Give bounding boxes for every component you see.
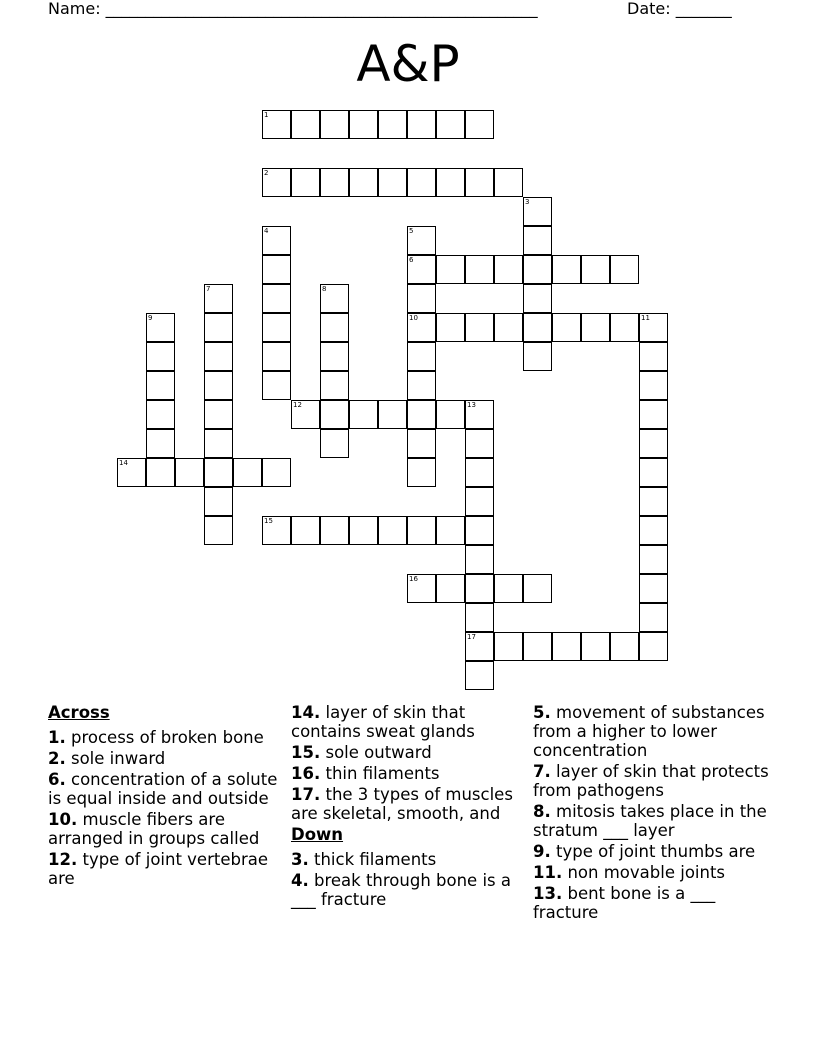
clue-number: 7 [206,285,211,293]
grid-cell[interactable] [204,371,233,400]
grid-cell[interactable] [407,516,436,545]
grid-cell[interactable] [349,516,378,545]
clue-text: sole inward [65,749,166,768]
grid-cell[interactable] [523,342,552,371]
clue-text: thick filaments [308,850,437,869]
grid-cell[interactable] [639,342,668,371]
clue-text: layer of skin that contains sweat glands [291,703,475,741]
grid-cell[interactable] [523,226,552,255]
clue-number: 2 [264,169,269,177]
grid-cell[interactable] [523,632,552,661]
grid-cell[interactable] [523,284,552,313]
clue-number-label: 10. [48,810,78,829]
grid-cell[interactable] [146,458,175,487]
grid-cell[interactable] [581,632,610,661]
clues-column-1 [48,703,288,890]
across-clue [291,743,531,762]
grid-cell[interactable] [639,603,668,632]
clue-number-label: 11. [533,863,563,882]
across-clue [48,770,288,808]
down-clue [533,703,773,760]
clue-number-label: 1. [48,728,66,747]
across-clue [291,703,531,741]
grid-cell[interactable] [320,313,349,342]
name-field[interactable]: Name: ______________________________________________________ [48,0,538,18]
grid-cell[interactable] [494,255,523,284]
grid-cell[interactable] [610,632,639,661]
clue-number-label: 16. [291,764,321,783]
clue-number-label: 9. [533,842,551,861]
across-clue [48,749,288,768]
clue-text: concentration of a solute is equal inside and outside [48,770,278,808]
page-title: A&P [356,35,460,93]
grid-cell[interactable] [465,516,494,545]
grid-cell[interactable] [523,255,552,284]
grid-cell[interactable] [639,371,668,400]
grid-cell[interactable] [146,400,175,429]
grid-cell[interactable] [436,313,465,342]
down-clue [533,762,773,800]
grid-cell[interactable] [204,516,233,545]
clue-number: 6 [409,256,414,264]
down-clue [533,842,773,861]
clue-number: 16 [409,575,418,583]
grid-cell[interactable] [233,458,262,487]
grid-cell[interactable] [552,255,581,284]
down-clue-list-continued [533,703,773,922]
clue-text: break through bone is a ___ fracture [291,871,511,909]
clue-number: 9 [148,314,153,322]
grid-cell[interactable] [639,545,668,574]
clue-text: the 3 types of muscles are skeletal, smooth, and [291,785,513,823]
clue-number-label: 7. [533,762,551,781]
clues-column-2 [291,703,531,911]
clue-number: 5 [409,227,414,235]
grid-cell[interactable] [552,632,581,661]
grid-cell[interactable] [465,603,494,632]
grid-cell[interactable] [465,574,494,603]
across-clue [48,810,288,848]
grid-cell[interactable] [639,574,668,603]
grid-cell[interactable] [465,487,494,516]
grid-cell[interactable] [291,110,320,139]
grid-cell[interactable] [262,313,291,342]
grid-cell[interactable] [523,313,552,342]
grid-cell[interactable] [465,255,494,284]
clue-number-label: 14. [291,703,321,722]
grid-cell[interactable] [407,458,436,487]
grid-cell[interactable] [436,255,465,284]
clue-number-label: 13. [533,884,563,903]
clue-number: 17 [467,633,476,641]
grid-cell[interactable] [465,458,494,487]
grid-cell[interactable] [581,255,610,284]
down-clue-list [291,850,531,909]
grid-cell[interactable] [465,661,494,690]
grid-cell[interactable] [262,371,291,400]
grid-cell[interactable] [639,487,668,516]
grid-cell[interactable] [436,400,465,429]
clues-column-3 [533,703,773,924]
down-heading: Down [291,825,344,844]
across-clue [48,850,288,888]
grid-cell[interactable] [407,429,436,458]
grid-cell[interactable] [204,400,233,429]
grid-cell[interactable] [436,110,465,139]
grid-cell[interactable] [494,632,523,661]
grid-cell[interactable] [349,110,378,139]
grid-cell[interactable] [204,342,233,371]
clue-number: 11 [641,314,650,322]
down-clue [533,863,773,882]
grid-cell[interactable] [639,458,668,487]
clue-number-label: 12. [48,850,78,869]
grid-cell[interactable] [204,458,233,487]
clue-text: bent bone is a ___ fracture [533,884,716,922]
grid-cell[interactable] [146,429,175,458]
grid-cell[interactable] [436,168,465,197]
grid-cell[interactable] [610,255,639,284]
across-heading: Across [48,703,110,722]
clue-number-label: 15. [291,743,321,762]
clue-text: movement of substances from a higher to lower concentration [533,703,765,760]
clue-text: muscle fibers are arranged in groups called [48,810,260,848]
grid-cell[interactable] [291,168,320,197]
clue-number: 3 [525,198,530,206]
grid-cell[interactable] [378,400,407,429]
grid-cell[interactable] [204,313,233,342]
grid-cell[interactable] [146,371,175,400]
clue-number-label: 5. [533,703,551,722]
grid-cell[interactable] [465,168,494,197]
across-clue [291,785,531,823]
clue-text: sole outward [320,743,432,762]
clue-number: 12 [293,401,302,409]
grid-cell[interactable] [581,313,610,342]
grid-cell[interactable] [320,342,349,371]
clue-text: layer of skin that protects from pathogens [533,762,769,800]
grid-cell[interactable] [465,429,494,458]
clue-number: 8 [322,285,327,293]
grid-cell[interactable] [494,168,523,197]
clue-number-label: 8. [533,802,551,821]
grid-cell[interactable] [610,313,639,342]
clue-number: 15 [264,517,273,525]
date-field[interactable]: Date: _______ [627,0,732,18]
grid-cell[interactable] [262,284,291,313]
clue-number: 4 [264,227,269,235]
grid-cell[interactable] [320,429,349,458]
across-clue-list-continued [291,703,531,823]
grid-cell[interactable] [378,168,407,197]
grid-cell[interactable] [146,342,175,371]
grid-cell[interactable] [407,110,436,139]
clue-text: mitosis takes place in the stratum ___ layer [533,802,767,840]
grid-cell[interactable] [552,313,581,342]
grid-cell[interactable] [494,574,523,603]
grid-cell[interactable] [320,516,349,545]
grid-cell[interactable] [349,168,378,197]
clue-text: thin filaments [320,764,440,783]
grid-cell[interactable] [262,342,291,371]
grid-cell[interactable] [639,429,668,458]
grid-cell[interactable] [523,574,552,603]
grid-cell[interactable] [465,110,494,139]
clue-number: 1 [264,111,269,119]
clue-number-label: 17. [291,785,321,804]
grid-cell[interactable] [494,313,523,342]
grid-cell[interactable] [262,255,291,284]
grid-cell[interactable] [407,342,436,371]
clue-text: non movable joints [562,863,726,882]
down-clue [291,850,531,869]
grid-cell[interactable] [320,400,349,429]
grid-cell[interactable] [320,371,349,400]
grid-cell[interactable] [320,168,349,197]
grid-cell[interactable] [639,516,668,545]
grid-cell[interactable] [204,429,233,458]
grid-cell[interactable] [407,400,436,429]
grid-cell[interactable] [291,516,320,545]
across-clue [48,728,288,747]
grid-cell[interactable] [407,168,436,197]
clue-text: type of joint vertebrae are [48,850,269,888]
grid-cell[interactable] [407,284,436,313]
grid-cell[interactable] [407,371,436,400]
grid-cell[interactable] [436,516,465,545]
clue-text: type of joint thumbs are [550,842,756,861]
grid-cell[interactable] [349,400,378,429]
clue-number: 14 [119,459,128,467]
down-clue [533,802,773,840]
grid-cell[interactable] [378,516,407,545]
clue-text: process of broken bone [65,728,264,747]
grid-cell[interactable] [378,110,407,139]
across-clue [291,764,531,783]
grid-cell[interactable] [639,632,668,661]
down-clue [533,884,773,922]
grid-cell[interactable] [320,110,349,139]
grid-cell[interactable] [639,400,668,429]
clue-number-label: 6. [48,770,66,789]
clue-number: 10 [409,314,418,322]
down-clue [291,871,531,909]
clue-number-label: 4. [291,871,309,890]
clue-number-label: 2. [48,749,66,768]
across-clue-list [48,728,288,888]
grid-cell[interactable] [175,458,204,487]
grid-cell[interactable] [436,574,465,603]
grid-cell[interactable] [262,458,291,487]
clue-number: 13 [467,401,476,409]
clue-number-label: 3. [291,850,309,869]
grid-cell[interactable] [204,487,233,516]
grid-cell[interactable] [465,545,494,574]
grid-cell[interactable] [465,313,494,342]
